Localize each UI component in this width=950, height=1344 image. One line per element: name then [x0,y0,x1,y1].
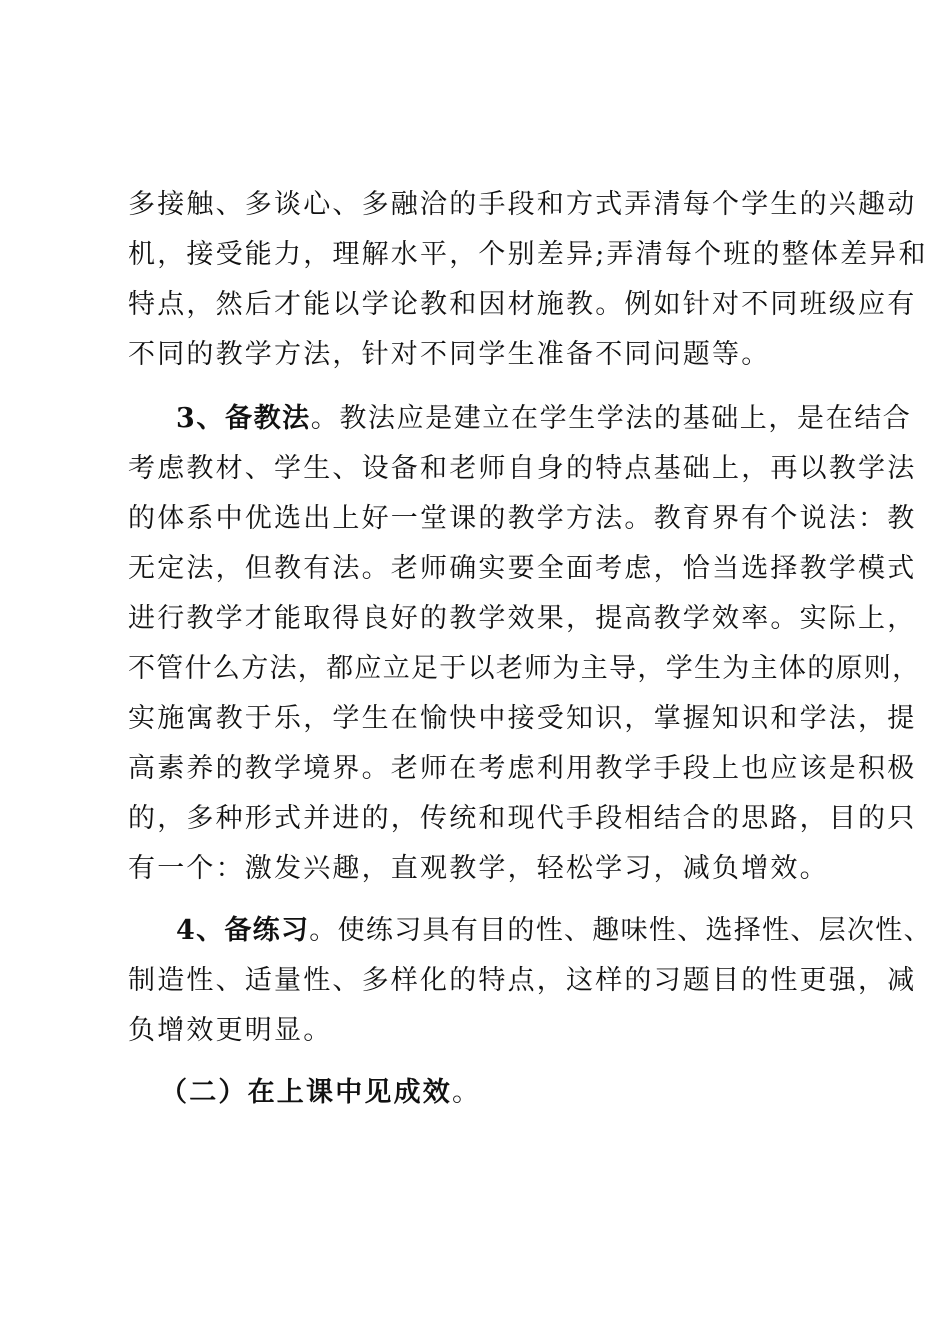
paragraph-line: 有一个：激发兴趣，直观教学，轻松学习，减负增效。 [128,853,829,884]
paragraph-line: 的，多种形式并进的，传统和现代手段相结合的思路，目的只 [128,803,917,834]
paragraph-first-line [176,914,932,948]
paragraph-line: 不同的教学方法，针对不同学生准备不同问题等。 [128,339,771,370]
paragraph-first-line [176,402,911,436]
section-heading [160,1076,481,1110]
paragraph-line: 不管什么方法，都应立足于以老师为主导，学生为主体的原则， [128,653,921,684]
paragraph-line: 实施寓教于乐，学生在愉快中接受知识，掌握知识和学法，提 [128,703,917,734]
item-heading: 3、备教法 [176,403,311,434]
paragraph-line: 的体系中优选出上好一堂课的教学方法。教育界有个说法：教 [128,503,917,534]
paragraph-line: 进行教学才能取得良好的教学效果，提高教学效率。实际上， [128,603,917,634]
paragraph-line: 无定法，但教有法。老师确实要全面考虑，恰当选择教学模式 [128,553,917,584]
paragraph-text: 。教法应是建立在学生学法的基础上，是在结合 [310,403,912,434]
item-heading: 4、备练习 [176,915,310,946]
section-heading-trail: 。 [452,1077,482,1108]
paragraph-text: 。使练习具有目的性、趣味性、选择性、层次性、 [309,915,932,946]
paragraph-line: 多接触、多谈心、多融洽的手段和方式弄清每个学生的兴趣动 [128,189,917,220]
paragraph-line: 考虑教材、学生、设备和老师自身的特点基础上，再以教学法 [128,453,917,484]
paragraph-line: 制造性、适量性、多样化的特点，这样的习题目的性更强，减 [128,965,917,996]
paragraph-line: 负增效更明显。 [128,1015,333,1046]
paragraph-line: 高素养的教学境界。老师在考虑利用教学手段上也应该是积极 [128,753,917,784]
paragraph-line: 特点，然后才能以学论教和因材施教。例如针对不同班级应有 [128,289,917,320]
section-heading-text: （二）在上课中见成效 [160,1077,452,1108]
paragraph-line: 机，接受能力，理解水平，个别差异;弄清每个班的整体差异和 [128,239,928,270]
